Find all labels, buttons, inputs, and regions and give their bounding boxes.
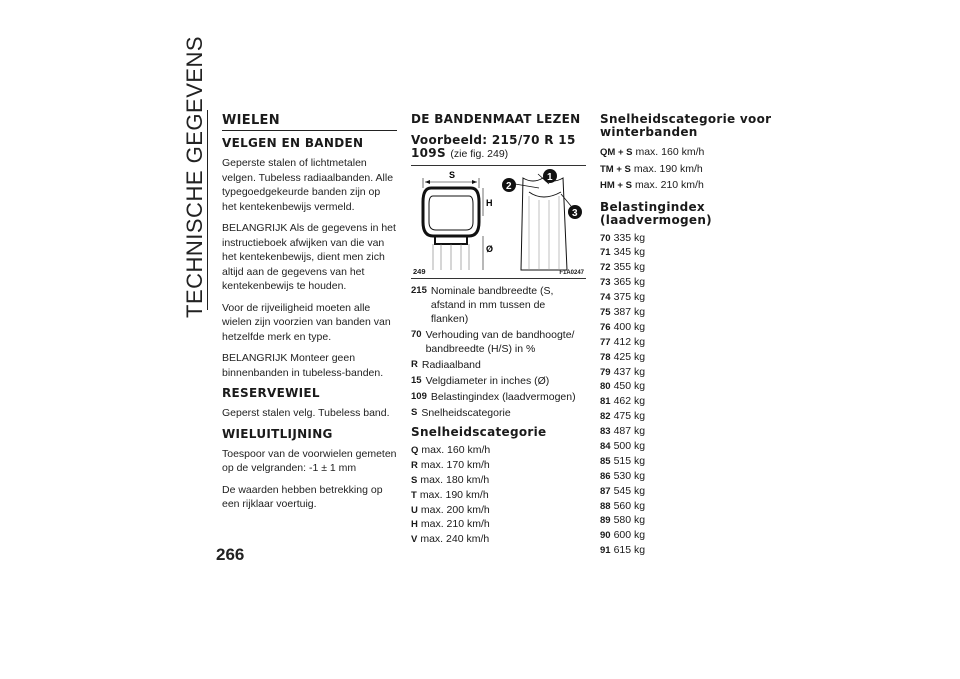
list-item bbox=[600, 231, 775, 246]
item-key: 70 bbox=[600, 232, 611, 244]
list-item bbox=[600, 290, 775, 305]
definition-key: 70 bbox=[411, 329, 422, 340]
subheading-velgen-en-banden: VELGEN EN BANDEN bbox=[222, 136, 364, 150]
item-value: 425 kg bbox=[613, 350, 646, 363]
sidebar-divider bbox=[207, 110, 208, 310]
item-value: 462 kg bbox=[613, 395, 646, 408]
list-item bbox=[600, 335, 775, 350]
column-tyre-size bbox=[411, 113, 586, 553]
item-key: 81 bbox=[600, 396, 611, 408]
example-title-text: Voorbeeld: 215/70 R 15 109S bbox=[411, 133, 576, 160]
item-key: HM + S bbox=[600, 180, 632, 191]
list-item bbox=[600, 454, 775, 469]
item-key: T bbox=[411, 489, 417, 501]
list-item bbox=[600, 409, 775, 424]
item-key: H bbox=[411, 519, 418, 531]
list-item bbox=[600, 484, 775, 499]
load-index-heading: Belastingindex (laadvermogen) bbox=[600, 199, 712, 227]
winter-speed-list bbox=[600, 145, 775, 195]
list-item bbox=[600, 424, 775, 439]
definition-row bbox=[411, 374, 586, 388]
definition-key: 215 bbox=[411, 285, 427, 296]
definition-value: Snelheidscategorie bbox=[421, 407, 511, 419]
item-key: 90 bbox=[600, 530, 611, 542]
paragraph: Toespoor van de voorwielen gemeten op de velgranden: -1 ± 1 mm bbox=[222, 447, 397, 474]
definition-row bbox=[411, 284, 586, 326]
definition-key: 109 bbox=[411, 391, 427, 402]
item-value: 600 kg bbox=[613, 529, 646, 542]
item-value: max. 160 km/h bbox=[421, 444, 491, 456]
figure-reference: (zie fig. 249) bbox=[450, 148, 509, 160]
list-item bbox=[411, 473, 586, 488]
subheading-wieluitlijning: WIELUITLIJNING bbox=[222, 426, 333, 441]
item-key: 77 bbox=[600, 336, 611, 348]
column-wheels bbox=[222, 113, 397, 519]
tyre-figure bbox=[411, 165, 586, 279]
list-item bbox=[600, 245, 775, 260]
item-value: 475 kg bbox=[613, 410, 646, 423]
item-value: 530 kg bbox=[613, 469, 646, 482]
item-key: TM + S bbox=[600, 163, 631, 175]
item-key: 83 bbox=[600, 426, 611, 438]
list-item bbox=[600, 162, 775, 179]
item-key: 76 bbox=[600, 321, 611, 333]
item-key: 87 bbox=[600, 485, 611, 497]
heading-wielen: WIELEN bbox=[222, 113, 397, 131]
speed-category-heading: Snelheidscategorie bbox=[411, 425, 547, 439]
item-key: 75 bbox=[600, 306, 611, 318]
item-value: 560 kg bbox=[613, 499, 646, 512]
item-value: max. 190 km/h bbox=[633, 162, 703, 175]
item-value: 355 kg bbox=[613, 261, 646, 274]
definition-row bbox=[411, 328, 586, 356]
paragraph: De waarden hebben betrekking op een rijklaar voertuig. bbox=[222, 483, 383, 510]
definition-value: Nominale bandbreedte (S, afstand in mm tussen de flanken) bbox=[430, 285, 554, 325]
list-item bbox=[600, 543, 775, 558]
definition-value: Belastingindex (laadvermogen) bbox=[430, 391, 576, 403]
list-item bbox=[600, 365, 775, 380]
item-key: 85 bbox=[600, 455, 611, 467]
item-value: max. 180 km/h bbox=[420, 473, 490, 486]
item-value: max. 160 km/h bbox=[635, 146, 705, 158]
list-item bbox=[600, 499, 775, 514]
list-item bbox=[600, 260, 775, 275]
paragraph: Geperst stalen velg. Tubeless band. bbox=[222, 407, 390, 419]
speed-category-list bbox=[411, 443, 586, 547]
definition-key: S bbox=[411, 407, 418, 418]
definition-key: 15 bbox=[411, 375, 422, 386]
item-value: 437 kg bbox=[613, 365, 646, 378]
item-value: 515 kg bbox=[613, 454, 646, 467]
item-value: 487 kg bbox=[613, 425, 646, 438]
item-key: 79 bbox=[600, 366, 611, 378]
item-key: Q bbox=[411, 445, 419, 456]
definition-row bbox=[411, 406, 586, 420]
item-key: 71 bbox=[600, 247, 611, 259]
item-key: V bbox=[411, 534, 418, 546]
list-item bbox=[411, 503, 586, 518]
list-item bbox=[600, 439, 775, 454]
paragraph: Voor de rijveiligheid moeten alle wielen zijn voorzien van banden van hetzelfde merk en type. bbox=[222, 301, 391, 343]
definition-row bbox=[411, 390, 586, 404]
item-key: 88 bbox=[600, 500, 611, 512]
list-item bbox=[600, 305, 775, 320]
list-item bbox=[600, 379, 775, 394]
item-value: 375 kg bbox=[613, 291, 646, 304]
figure-number: 249 bbox=[413, 267, 426, 276]
list-item bbox=[411, 443, 586, 458]
list-item bbox=[411, 532, 586, 547]
item-value: 387 kg bbox=[613, 305, 646, 318]
load-index-list bbox=[600, 231, 775, 559]
item-key: QM + S bbox=[600, 147, 633, 158]
item-value: 500 kg bbox=[613, 439, 646, 452]
tyre-code-definitions bbox=[411, 284, 586, 420]
list-item bbox=[411, 458, 586, 473]
callout-3-label: 3 bbox=[572, 208, 578, 219]
item-key: S bbox=[411, 474, 418, 486]
heading-bandenmaat: DE BANDENMAAT LEZEN bbox=[411, 112, 581, 126]
label-h: H bbox=[486, 198, 493, 208]
item-value: 365 kg bbox=[613, 276, 646, 289]
list-item bbox=[411, 488, 586, 503]
item-key: 80 bbox=[600, 381, 611, 393]
item-value: 345 kg bbox=[613, 246, 646, 259]
list-item bbox=[600, 528, 775, 543]
item-key: 78 bbox=[600, 351, 611, 363]
paragraph: BELANGRIJK Monteer geen binnenbanden in tubeless-banden. bbox=[222, 352, 384, 379]
item-key: 91 bbox=[600, 545, 611, 557]
list-item bbox=[411, 517, 586, 532]
example-title bbox=[411, 134, 586, 161]
list-item bbox=[600, 513, 775, 528]
item-value: max. 210 km/h bbox=[420, 518, 490, 531]
column-categories bbox=[600, 113, 775, 564]
item-key: U bbox=[411, 504, 418, 516]
list-item bbox=[600, 178, 775, 195]
item-value: 450 kg bbox=[613, 380, 646, 393]
definition-value: Verhouding van de bandhoogte/ bandbreedte (H/S) in % bbox=[425, 329, 575, 355]
tyre-diagram bbox=[411, 166, 586, 278]
definition-value: Velgdiameter in inches (Ø) bbox=[425, 375, 550, 387]
item-value: 400 kg bbox=[613, 320, 646, 333]
label-s: S bbox=[449, 170, 456, 180]
item-key: 72 bbox=[600, 262, 611, 274]
list-item bbox=[600, 394, 775, 409]
item-key: 84 bbox=[600, 440, 611, 452]
item-value: max. 190 km/h bbox=[419, 488, 489, 501]
item-value: 412 kg bbox=[613, 335, 646, 348]
definition-row bbox=[411, 358, 586, 372]
item-key: 73 bbox=[600, 277, 611, 289]
definition-value: Radiaalband bbox=[421, 359, 481, 371]
item-key: 86 bbox=[600, 470, 611, 482]
list-item bbox=[600, 469, 775, 484]
callout-1-label: 1 bbox=[547, 172, 553, 183]
item-key: R bbox=[411, 459, 418, 471]
label-diameter: Ø bbox=[486, 244, 494, 254]
item-value: 580 kg bbox=[613, 514, 646, 527]
item-key: 74 bbox=[600, 292, 611, 304]
sidebar-section-title: TECHNISCHE GEGEVENS bbox=[182, 35, 207, 318]
page-number: 266 bbox=[216, 545, 245, 564]
item-value: max. 200 km/h bbox=[420, 503, 490, 516]
callout-2-label: 2 bbox=[506, 181, 512, 192]
item-value: 545 kg bbox=[613, 484, 646, 497]
item-value: max. 170 km/h bbox=[420, 458, 490, 471]
item-value: 615 kg bbox=[613, 544, 646, 557]
item-value: max. 240 km/h bbox=[420, 533, 490, 546]
list-item bbox=[600, 350, 775, 365]
figure-code: F1A0247 bbox=[559, 270, 584, 276]
paragraph: BELANGRIJK Als de gegevens in het instructieboek afwijken van die van het kentekenbewijs, dient men zich altijd aan de gegevens van het kentekenbewijs te houden. bbox=[222, 222, 396, 292]
list-item bbox=[600, 320, 775, 335]
item-value: max. 210 km/h bbox=[634, 179, 704, 191]
paragraph: Geperste stalen of lichtmetalen velgen. Tubeless radiaalbanden. Alle typegoedgekeurde banden zijn op het kentekenbewijs vermeld. bbox=[222, 157, 394, 213]
list-item bbox=[600, 145, 775, 162]
winter-speed-heading: Snelheidscategorie voor winterbanden bbox=[600, 112, 772, 139]
item-value: 335 kg bbox=[613, 231, 646, 244]
item-key: 82 bbox=[600, 411, 611, 423]
list-item bbox=[600, 275, 775, 290]
definition-key: R bbox=[411, 359, 418, 370]
item-key: 89 bbox=[600, 515, 611, 527]
subheading-reservewiel: RESERVEWIEL bbox=[222, 386, 320, 400]
